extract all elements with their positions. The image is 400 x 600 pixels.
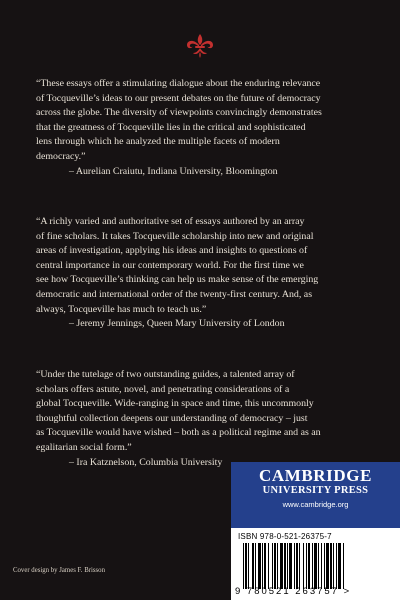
quote-line: of fine scholars. It takes Tocqueville scholarship into new and original	[36, 230, 314, 242]
publisher-url: www.cambridge.org	[282, 500, 349, 509]
quote-line: “Under the tutelage of two outstanding guides, a talented array of	[36, 369, 295, 380]
quote-line: egalitarian social form.”	[36, 441, 132, 453]
quote-line: that the greatness of Tocqueville lies in the critical and sophisticated	[36, 121, 306, 133]
quote-line: scholars offers astute, novel, and penetrating considerations of a	[36, 383, 290, 395]
quote-line: global Tocqueville. Wide-ranging in space and time, this uncommonly	[36, 398, 314, 410]
isbn-text: ISBN 978-0-521-26375-7	[238, 532, 332, 541]
quote-line: “A richly varied and authoritative set of essays authored by an array	[36, 216, 305, 227]
quote-line: democratic and international order of the twenty-first century. And, as	[36, 288, 313, 300]
quote-line: “These essays offer a stimulating dialogue about the enduring relevance	[36, 78, 321, 89]
cover-credit: Cover design by James F. Brisson	[13, 567, 105, 574]
quote-line: thoughtful collection deepens our understanding of democracy – just	[36, 412, 308, 424]
publisher-name: CAMBRIDGE	[258, 466, 373, 485]
quote-line: as Tocqueville would have wished – both as a political regime and as an	[36, 427, 321, 439]
quote-attribution: – Aurelian Craiutu, Indiana University, Bloomington	[69, 165, 278, 177]
barcode-digits: 9 780521 263757 >	[235, 586, 352, 597]
endorsement-quote	[36, 215, 376, 332]
publisher-logo-block	[231, 462, 400, 528]
endorsement-quote	[36, 368, 376, 470]
quote-line: areas of investigation, applying his ideas and insights to questions of	[36, 245, 308, 257]
quote-line: always, Tocqueville has much to teach us.”	[36, 303, 207, 315]
quote-line: democracy.”	[36, 150, 86, 162]
quote-line: central importance in our contemporary world. For the first time we	[36, 259, 304, 271]
endorsement-quote	[36, 77, 376, 179]
barcode-icon	[243, 543, 393, 589]
quote-attribution: – Ira Katznelson, Columbia University	[69, 456, 223, 468]
quote-line: see how Tocqueville’s thinking can help us make sense of the emerging	[36, 274, 319, 286]
quote-line: across the globe. The diversity of viewpoints convincingly demonstrates	[36, 107, 322, 119]
quote-line: of Tocqueville’s ideas to our present debates on the future of democracy	[36, 92, 321, 104]
publisher-press: UNIVERSITY PRESS	[262, 485, 369, 496]
quote-attribution: – Jeremy Jennings, Queen Mary University of London	[69, 318, 285, 330]
fleuron-ornament-icon	[184, 33, 216, 59]
quote-line: lens through which he analyzed the multiple facets of modern	[36, 136, 280, 148]
barcode-block	[231, 528, 400, 600]
